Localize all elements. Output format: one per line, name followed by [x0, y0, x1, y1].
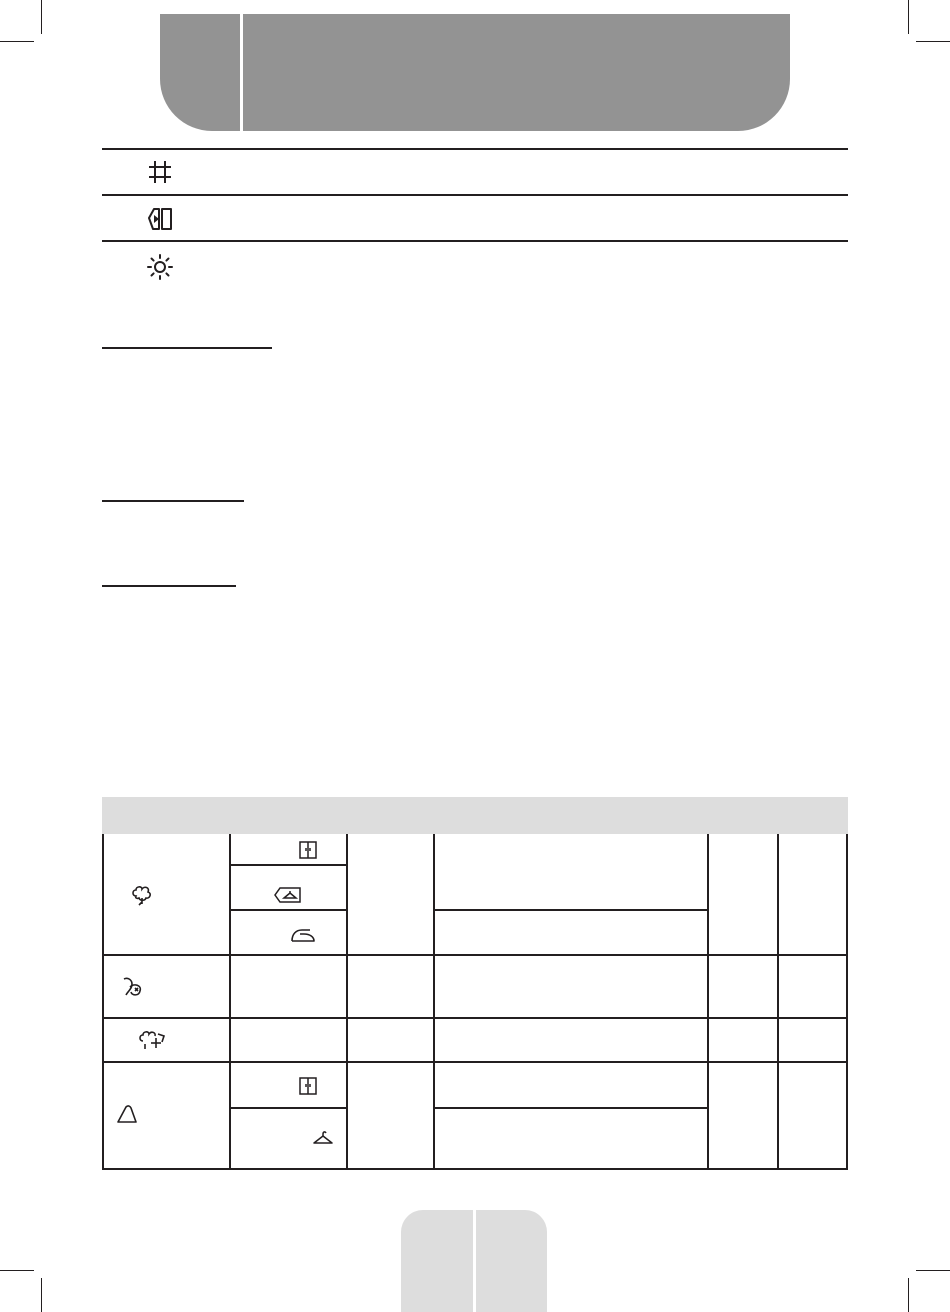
mixed-icon — [116, 1104, 138, 1124]
light-sun-icon — [146, 253, 174, 281]
table-grid — [102, 834, 848, 1170]
crop-mark — [41, 0, 42, 34]
cupboard-icon — [298, 1076, 318, 1096]
crop-mark — [916, 1270, 950, 1271]
hanger-icon — [312, 1130, 334, 1146]
page-number-tab — [401, 1210, 547, 1312]
section-header — [160, 14, 790, 131]
footer-divider — [473, 1210, 476, 1312]
cupboard-icon — [298, 840, 318, 860]
grid-rack-icon — [146, 158, 174, 186]
crop-mark — [908, 1278, 909, 1312]
cotton-icon — [130, 884, 154, 906]
crop-mark — [0, 41, 34, 42]
heading-underline — [102, 500, 244, 502]
programme-table — [102, 834, 848, 1170]
crop-mark — [916, 41, 950, 42]
row-divider — [102, 148, 848, 150]
iron-icon — [290, 926, 316, 944]
heading-underline — [102, 347, 272, 349]
row-divider — [102, 240, 848, 242]
heading-underline — [102, 585, 236, 587]
wool-icon — [138, 1030, 166, 1050]
crop-mark — [908, 0, 909, 34]
cotton-synthetic-icon — [120, 975, 146, 999]
table-header-band — [102, 797, 848, 834]
hanger-icon — [274, 886, 302, 904]
anti-crease-icon — [146, 205, 174, 233]
header-divider — [240, 14, 243, 131]
crop-mark — [0, 1270, 34, 1271]
row-divider — [102, 194, 848, 196]
crop-mark — [41, 1278, 42, 1312]
